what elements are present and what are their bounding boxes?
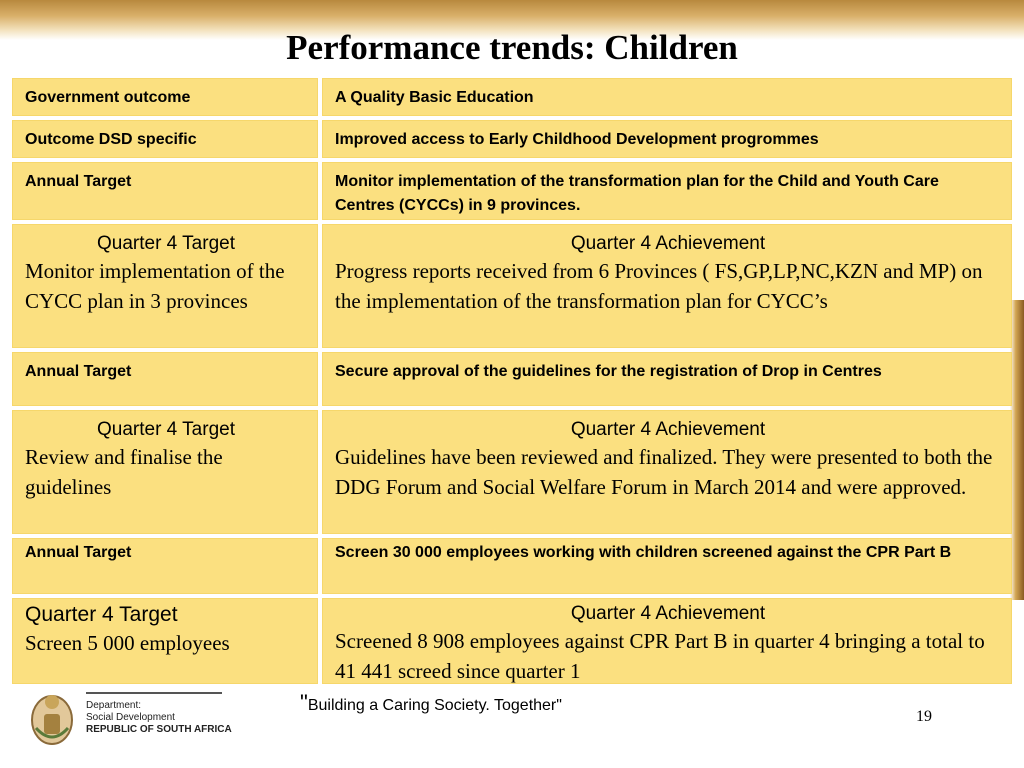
slogan-open-quote: " [300,690,308,715]
quarter-target-text: Screen 5 000 employees [25,631,230,655]
quarter-target-cell [12,410,318,534]
right-decorative-strip [1010,300,1024,600]
table-row [12,162,1012,220]
quarter-row [12,598,1012,684]
quarter-target-cell [12,598,318,684]
department-name: Social Development [86,712,175,723]
quarter-achievement-heading: Quarter 4 Achievement [570,419,766,440]
quarter-achievement-cell [322,598,1012,684]
quarter-achievement-text: Progress reports received from 6 Provinces ( FS,GP,LP,NC,KZN and MP) on the implementation of the transformation plan for CYCC’s [335,259,983,313]
quarter-achievement-heading: Quarter 4 Achievement [570,603,766,624]
department-text [86,700,232,736]
coat-of-arms-logo [22,688,82,748]
quarter-target-cell [12,224,318,348]
quarter-achievement-text: Guidelines have been reviewed and finalized. They were presented to both the DDG Forum and Social Welfare Forum in March 2014 and were approved. [335,445,993,499]
quarter-row [12,410,1012,534]
footer-divider [86,692,222,694]
table-row [12,120,1012,158]
row-label: Annual Target [12,538,318,594]
country-name: REPUBLIC OF SOUTH AFRICA [86,724,232,735]
row-value: Monitor implementation of the transformation plan for the Child and Youth Care Centres (CYCCs) in 9 provinces. [322,162,1012,220]
row-label: Government outcome [12,78,318,116]
table-row [12,538,1012,594]
row-value: A Quality Basic Education [322,78,1012,116]
quarter-achievement-text: Screened 8 908 employees against CPR Part B in quarter 4 bringing a total to 41 441 screed since quarter 1 [335,629,985,683]
row-value: Secure approval of the guidelines for the registration of Drop in Centres [322,352,1012,406]
quarter-row [12,224,1012,348]
quarter-achievement-cell [322,410,1012,534]
quarter-target-heading: Quarter 4 Target [96,233,235,254]
row-label: Outcome DSD specific [12,120,318,158]
quarter-target-heading: Quarter 4 Target [25,603,178,626]
quarter-target-text: Monitor implementation of the CYCC plan in 3 provinces [25,259,285,313]
row-value: Improved access to Early Childhood Development progrommes [322,120,1012,158]
quarter-achievement-cell [322,224,1012,348]
row-label: Annual Target [12,162,318,220]
footer-slogan [300,690,562,716]
table-row [12,78,1012,116]
slogan-text: Building a Caring Society. Together" [307,697,562,714]
quarter-target-heading: Quarter 4 Target [96,419,235,440]
row-label: Annual Target [12,352,318,406]
department-label: Department: [86,700,142,711]
row-value: Screen 30 000 employees working with children screened against the CPR Part B [322,538,1012,594]
slide-title: Performance trends: Children [286,28,738,67]
quarter-target-text: Review and finalise the guidelines [25,445,223,499]
page-number: 19 [916,708,932,725]
quarter-achievement-heading: Quarter 4 Achievement [570,233,766,254]
performance-table [12,78,1012,688]
table-row [12,352,1012,406]
